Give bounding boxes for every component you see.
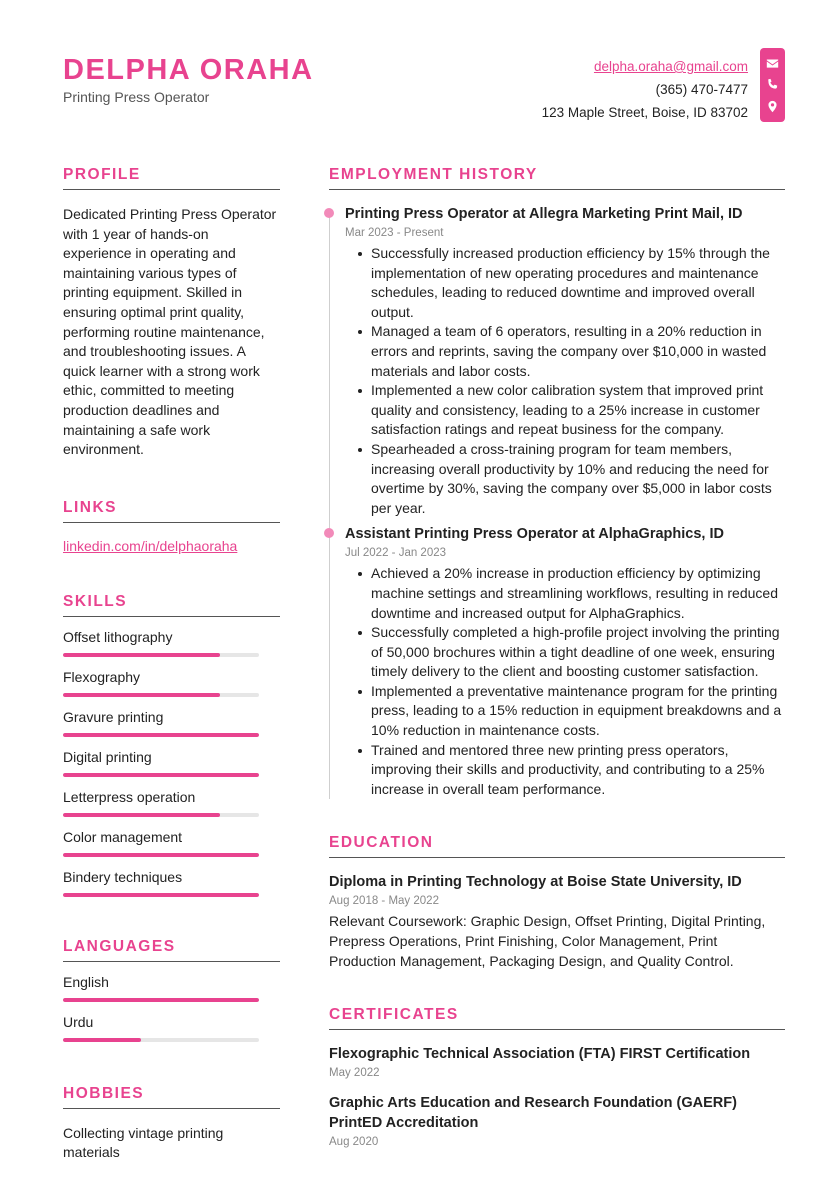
candidate-name: DELPHA ORAHA — [63, 54, 314, 86]
skill-level-fill — [63, 653, 220, 657]
street-address: 123 Maple Street, Boise, ID 83702 — [541, 105, 748, 120]
skill-level-bar — [63, 653, 259, 657]
timeline-dot — [324, 208, 334, 218]
skill-item — [63, 828, 280, 857]
certificates-section — [329, 1005, 785, 1150]
education-entry — [329, 872, 785, 971]
skill-level-bar — [63, 773, 259, 777]
job-date: Mar 2023 - Present — [345, 227, 444, 239]
skill-level-bar — [63, 693, 259, 697]
language-item — [63, 1013, 280, 1042]
job-bullet: Implemented a preventative maintenance program for the printing press, leading to a 15% reduction in equipment breakdowns and a 10% reduction in maintenance costs. — [355, 682, 785, 741]
section-title: EDUCATION — [329, 833, 785, 858]
job-bullet: Implemented a new color calibration system that improved print quality and consistency, leading to a 25% increase in customer satisfaction ratings and repeat business for the company. — [355, 381, 785, 440]
contact-info — [542, 55, 748, 124]
skill-item — [63, 628, 280, 657]
certificate-entry — [329, 1093, 785, 1150]
skill-level-fill — [63, 773, 259, 777]
job-date: Jul 2022 - Jan 2023 — [345, 547, 447, 560]
certificate-title: Graphic Arts Education and Research Foundation (GAERF) PrintED Accreditation — [329, 1095, 737, 1132]
section-title: EMPLOYMENT HISTORY — [329, 165, 785, 190]
skill-level-bar — [63, 813, 259, 817]
skill-level-bar — [63, 893, 259, 897]
phone-number: (365) 470-7477 — [655, 82, 748, 97]
job-bullet: Spearheaded a cross-training program for team members, increasing overall productivity by 10% and reducing the need for overtime by 30%, saving the company over $5,000 in labor costs per year. — [355, 440, 785, 518]
skills-section — [63, 592, 280, 897]
skill-level-fill — [63, 853, 259, 857]
skill-level-fill — [63, 813, 220, 817]
section-title: CERTIFICATES — [329, 1005, 785, 1030]
job-title: Printing Press Operator at Allegra Marketing Print Mail, ID — [345, 206, 743, 222]
language-level-bar — [63, 998, 259, 1002]
profile-text: Dedicated Printing Press Operator with 1 year of hands-on experience in operating and maintaining various types of printing equipment. Skilled in ensuring optimal print quality, performing routine maintenance, and troubleshooting issues. A quick learner with a strong work ethic, committed to meeting production deadlines and maintaining a safe work environment. — [63, 206, 277, 458]
job-entry — [345, 204, 785, 518]
resume-header — [63, 52, 785, 124]
left-column — [63, 165, 280, 1178]
hobbies-section — [63, 1084, 280, 1163]
certificate-entry — [329, 1044, 785, 1081]
skill-level-fill — [63, 693, 220, 697]
education-section — [329, 833, 785, 971]
skill-name: Bindery techniques — [63, 868, 183, 885]
skill-item — [63, 868, 280, 897]
language-item — [63, 973, 280, 1002]
skill-level-fill — [63, 893, 259, 897]
job-bullet: Achieved a 20% increase in production efficiency by optimizing machine settings and streamlining workflows, resulting in reduced downtime and increased output for AlphaGraphics. — [355, 564, 785, 623]
timeline-dot — [324, 528, 334, 538]
language-level-fill — [63, 1038, 141, 1042]
linkedin-link[interactable]: linkedin.com/in/delphaoraha — [63, 537, 238, 554]
certificate-date: Aug 2020 — [329, 1136, 379, 1149]
hobbies-text: Collecting vintage printing materials — [63, 1124, 224, 1161]
skill-level-bar — [63, 733, 259, 737]
language-level-fill — [63, 998, 259, 1002]
right-column — [329, 165, 785, 1150]
skill-name: Gravure printing — [63, 708, 164, 725]
skill-item — [63, 748, 280, 777]
language-name: Urdu — [63, 1013, 94, 1030]
links-section — [63, 498, 280, 556]
language-level-bar — [63, 1038, 259, 1042]
skill-item — [63, 668, 280, 697]
skill-name: Letterpress operation — [63, 788, 196, 805]
education-description: Relevant Coursework: Graphic Design, Offset Printing, Digital Printing, Prepress Operations, Print Finishing, Color Management, Print Production Management, Packaging Design, and Quality Control. — [329, 913, 766, 969]
skill-name: Digital printing — [63, 748, 152, 765]
location-pin-icon — [766, 100, 779, 113]
job-bullet: Successfully completed a high-profile project involving the printing of 50,000 brochures within a tight deadline of one week, ensuring timely delivery to the client and boosting customer satisfaction. — [355, 623, 785, 682]
job-entry — [345, 524, 785, 799]
education-title: Diploma in Printing Technology at Boise State University, ID — [329, 874, 742, 891]
job-bullet: Managed a team of 6 operators, resulting in a 20% reduction in errors and reprints, saving the company over $10,000 in wasted materials and labor costs. — [355, 322, 785, 381]
employment-timeline — [329, 204, 785, 799]
job-bullet: Successfully increased production efficiency by 15% through the implementation of new operating procedures and maintenance schedules, leading to reduced downtime and improved overall output. — [355, 244, 785, 322]
languages-section — [63, 937, 280, 1042]
certificate-title: Flexographic Technical Association (FTA) FIRST Certification — [329, 1046, 751, 1063]
envelope-icon — [766, 57, 779, 70]
skill-name: Offset lithography — [63, 628, 173, 645]
contact-icon-bar — [760, 48, 785, 122]
job-bullet: Trained and mentored three new printing press operators, improving their skills and productivity, and contributing to a 25% increase in overall team performance. — [355, 741, 785, 800]
email-link[interactable]: delpha.oraha@gmail.com — [593, 59, 748, 74]
employment-section — [329, 165, 785, 799]
job-bullets — [345, 244, 785, 518]
section-title: HOBBIES — [63, 1084, 280, 1109]
skill-item — [63, 708, 280, 737]
certificate-date: May 2022 — [329, 1067, 380, 1080]
candidate-role: Printing Press Operator — [63, 89, 210, 105]
language-name: English — [63, 973, 109, 990]
section-title: LANGUAGES — [63, 937, 280, 962]
section-title: LINKS — [63, 498, 280, 523]
skill-item — [63, 788, 280, 817]
section-title: PROFILE — [63, 165, 280, 190]
phone-icon — [766, 78, 779, 91]
education-date: Aug 2018 - May 2022 — [329, 895, 439, 908]
profile-section — [63, 165, 280, 460]
section-title: SKILLS — [63, 592, 280, 617]
job-bullets — [345, 564, 785, 799]
skill-level-fill — [63, 733, 259, 737]
skill-level-bar — [63, 853, 259, 857]
skill-name: Flexography — [63, 668, 141, 685]
job-title: Assistant Printing Press Operator at AlphaGraphics, ID — [345, 526, 724, 543]
skill-name: Color management — [63, 828, 183, 845]
